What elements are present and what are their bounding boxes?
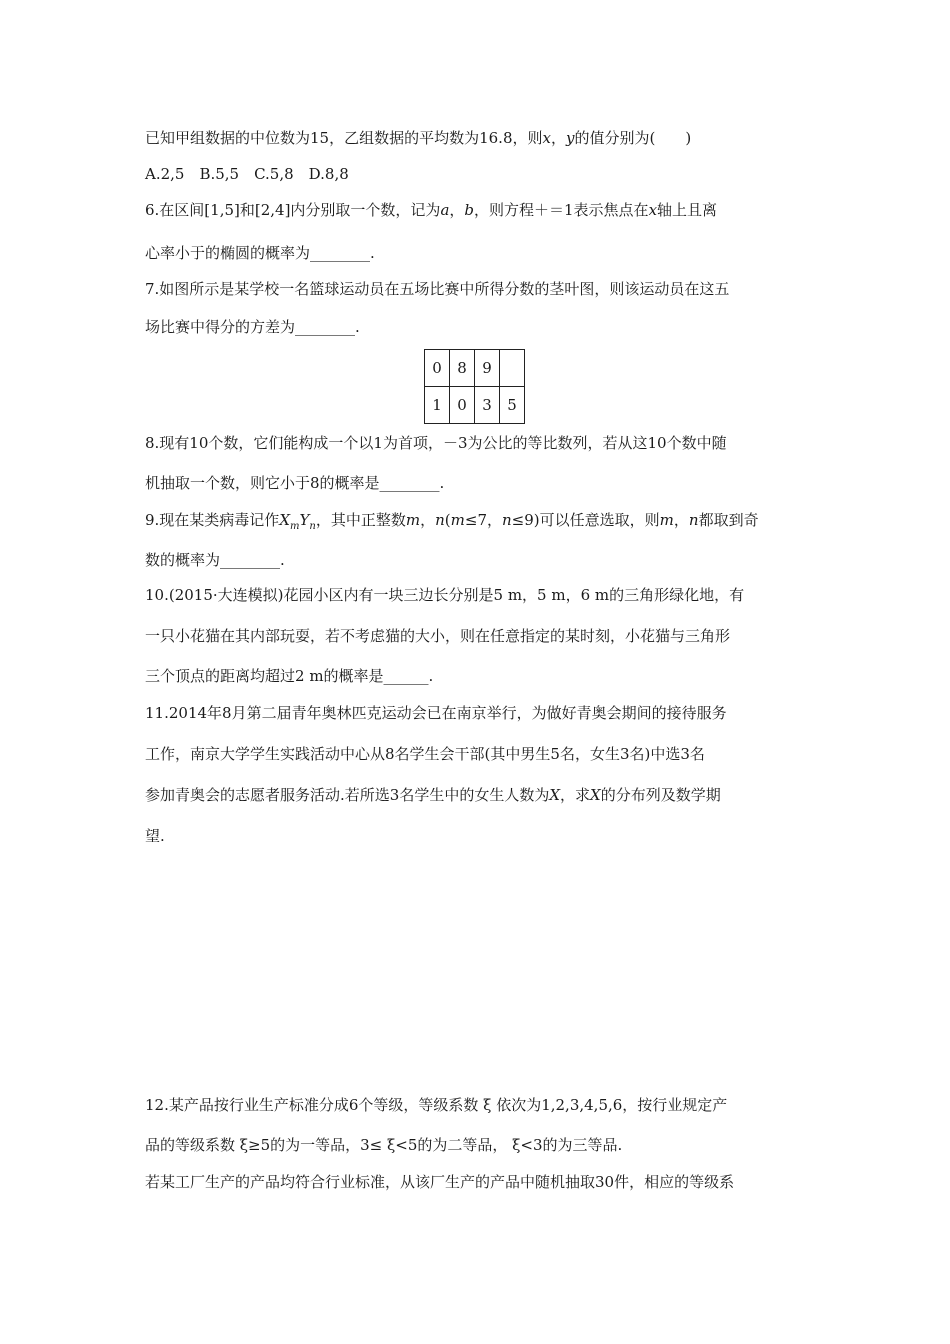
- q7-line-2: 场比赛中得分的方差为________.: [145, 318, 360, 336]
- q9-text: 9.现在某类病毒记作: [145, 511, 280, 529]
- var-b: b: [464, 201, 475, 219]
- var-X: X: [549, 786, 561, 804]
- comma: ，: [550, 129, 566, 147]
- q9-text-end: 都取到奇: [698, 511, 759, 529]
- stem-cell: 1: [425, 387, 450, 424]
- q8-line-2: 机抽取一个数，则它小于8的概率是________.: [145, 474, 445, 492]
- q8-line-1: 8.现有10个数，它们能构成一个以1为首项，－3为公比的等比数列，若从这10个数中随: [145, 434, 727, 452]
- q9-text-2: ，其中正整数: [315, 511, 406, 529]
- stem-row-1: [425, 387, 525, 424]
- q6-text-mid: ，则方程＋＝1表示焦点在: [474, 201, 649, 219]
- var-m: m: [405, 511, 421, 529]
- var-y: y: [565, 129, 575, 147]
- comma: ，: [673, 511, 689, 529]
- q12-line-2: 品的等级系数 ξ≥5的为一等品，3≤ ξ<5的为二等品， ξ<3的为三等品.: [145, 1136, 623, 1154]
- condition-m: ≤7，: [464, 511, 502, 529]
- q6-text: 6.在区间[1,5]和[2,4]内分别取一个数，记为: [145, 201, 441, 219]
- leaf-cell: 9: [475, 350, 500, 387]
- q11-line-1: 11.2014年8月第二届青年奥林匹克运动会已在南京举行，为做好青奥会期间的接待服务: [145, 704, 727, 722]
- q10-line-3: 三个顶点的距离均超过2 m的概率是______.: [145, 667, 434, 685]
- q11-line-2: 工作，南京大学学生实践活动中心从8名学生会干部(其中男生5名，女生3名)中选3名: [145, 745, 705, 763]
- condition-n: ≤9)可以任意选取，则: [511, 511, 660, 529]
- q10-line-1: 10.(2015·大连模拟)花园小区内有一块三边长分别是5 m，5 m，6 m的三角形绿化地，有: [145, 586, 745, 604]
- leaf-cell: 5: [500, 387, 525, 424]
- q7-line-1: 7.如图所示是某学校一名篮球运动员在五场比赛中所得分数的茎叶图，则该运动员在这五: [145, 280, 730, 298]
- var-n: n: [435, 511, 445, 529]
- var-X: X: [279, 511, 290, 529]
- leaf-cell: 3: [475, 387, 500, 424]
- var-x: x: [648, 201, 658, 219]
- var-m: m: [450, 511, 465, 529]
- q10-line-2: 一只小花猫在其内部玩耍，若不考虑猫的大小，则在任意指定的某时刻，小花猫与三角形: [145, 627, 731, 645]
- q6-line-2: 心率小于的椭圆的概率为________.: [145, 244, 375, 262]
- q12-line-1: 12.某产品按行业生产标准分成6个等级，等级系数 ξ 依次为1,2,3,4,5,6，按行业规定产: [145, 1096, 728, 1114]
- paren: (: [444, 511, 451, 529]
- stem-cell: 0: [425, 350, 450, 387]
- var-m: m: [659, 511, 674, 529]
- leaf-cell: 8: [450, 350, 475, 387]
- q5-text-end: 的值分别为( ): [574, 129, 692, 147]
- stem-leaf-table: [424, 349, 525, 424]
- leaf-cell: 0: [450, 387, 475, 424]
- var-a: a: [440, 201, 450, 219]
- var-Y: Y: [299, 511, 310, 529]
- comma: ，: [420, 511, 436, 529]
- q6-text-end: 轴上且离: [657, 201, 718, 219]
- q5-options: A.2,5 B.5,5 C.5,8 D.8,8: [145, 165, 349, 183]
- q11-line-3: [145, 785, 721, 805]
- q11-line-4: 望.: [145, 827, 165, 845]
- q11-text-mid: ，求: [560, 786, 591, 804]
- comma: ，: [449, 201, 465, 219]
- q5-line-1: [145, 128, 691, 148]
- var-x: x: [542, 129, 551, 147]
- leaf-cell: [500, 350, 525, 387]
- stem-row-0: [425, 350, 525, 387]
- q12-line-3: 若某工厂生产的产品均符合行业标准，从该厂生产的产品中随机抽取30件，相应的等级系: [145, 1173, 735, 1191]
- q5-text: 已知甲组数据的中位数为15，乙组数据的平均数为16.8，则: [145, 129, 543, 147]
- q9-line-1: [145, 510, 759, 530]
- q6-line-1: [145, 200, 717, 220]
- sub-n: n: [309, 521, 316, 532]
- var-X: X: [590, 786, 601, 804]
- q11-text: 参加青奥会的志愿者服务活动.若所选3名学生中的女生人数为: [145, 786, 550, 804]
- var-n: n: [688, 511, 699, 529]
- var-n: n: [502, 511, 512, 529]
- q9-line-2: 数的概率为________.: [145, 551, 285, 569]
- q11-text-end: 的分布列及数学期: [600, 786, 721, 804]
- sub-m: m: [290, 521, 300, 532]
